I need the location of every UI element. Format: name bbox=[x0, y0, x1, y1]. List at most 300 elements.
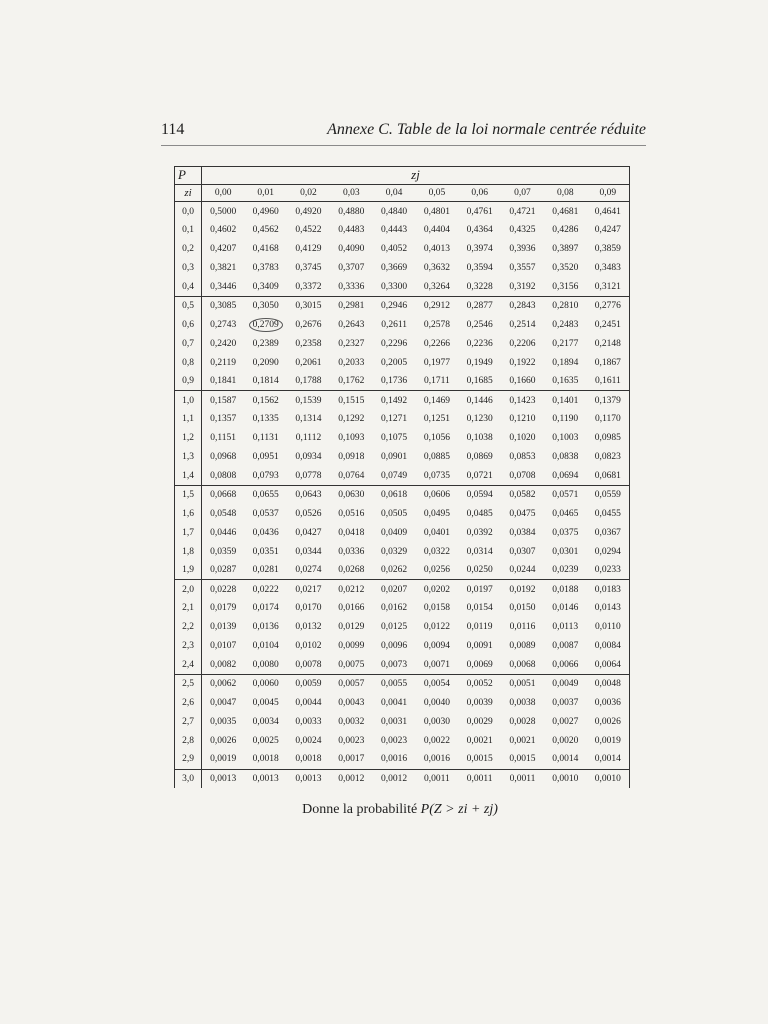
row-header: 2,3 bbox=[175, 637, 202, 656]
table-cell: 0,0158 bbox=[423, 603, 450, 614]
table-cell: 0,1131 bbox=[252, 433, 279, 444]
table-cell: 0,3974 bbox=[466, 244, 493, 255]
table-cell: 0,1469 bbox=[423, 395, 450, 406]
table-cell: 0,0749 bbox=[373, 467, 416, 486]
table-cell: 0,0016 bbox=[373, 750, 416, 769]
table-cell: 0,0015 bbox=[501, 750, 544, 769]
table-cell: 0,0516 bbox=[338, 508, 365, 519]
table-cell: 0,3745 bbox=[295, 263, 322, 274]
table-cell: 0,2358 bbox=[295, 338, 322, 349]
table-cell: 0,1112 bbox=[295, 433, 322, 444]
table-cell: 0,0207 bbox=[381, 584, 408, 595]
table-cell: 0,3050 bbox=[252, 301, 279, 312]
table-cell: 0,1423 bbox=[509, 395, 536, 406]
table-cell: 0,0594 bbox=[466, 490, 493, 501]
table-cell: 0,0018 bbox=[287, 750, 330, 769]
table-row bbox=[175, 448, 630, 467]
table-cell: 0,3228 bbox=[458, 277, 501, 296]
table-cell: 0,4840 bbox=[373, 202, 416, 221]
table-cell: 0,1251 bbox=[423, 414, 450, 425]
table-cell: 0,0582 bbox=[509, 490, 536, 501]
row-header: 1,1 bbox=[175, 410, 202, 429]
table-cell: 0,4404 bbox=[423, 225, 450, 236]
table-cell: 0,0559 bbox=[587, 485, 630, 504]
table-cell: 0,0838 bbox=[552, 452, 579, 463]
table-cell: 0,4286 bbox=[552, 225, 579, 236]
table-cell: 0,4761 bbox=[458, 202, 501, 221]
table-row bbox=[175, 240, 630, 259]
row-axis-label: zi bbox=[175, 184, 202, 202]
table-row bbox=[175, 391, 630, 410]
table-cell: 0,0055 bbox=[381, 679, 408, 690]
table-cell: 0,0154 bbox=[466, 603, 493, 614]
table-cell: 0,1401 bbox=[552, 395, 579, 406]
column-header: 0,09 bbox=[587, 184, 630, 202]
row-header: 1,0 bbox=[175, 391, 202, 410]
table-cell: 0,0630 bbox=[338, 490, 365, 501]
table-cell: 0,3897 bbox=[552, 244, 579, 255]
table-cell: 0,0708 bbox=[501, 467, 544, 486]
table-cell: 0,0034 bbox=[252, 716, 279, 727]
row-header: 2,8 bbox=[175, 731, 202, 750]
table-cell: 0,1922 bbox=[509, 357, 536, 368]
table-cell: 0,1379 bbox=[587, 391, 630, 410]
table-cell: 0,1151 bbox=[210, 433, 237, 444]
table-row bbox=[175, 731, 630, 750]
table-cell: 0,4207 bbox=[210, 244, 237, 255]
table-row bbox=[175, 750, 630, 769]
table-cell: 0,1230 bbox=[466, 414, 493, 425]
table-cell: 0,4483 bbox=[338, 225, 365, 236]
table-cell: 0,0606 bbox=[423, 490, 450, 501]
table-cell: 0,0307 bbox=[509, 546, 536, 557]
table-cell: 0,0239 bbox=[544, 561, 587, 580]
table-cell: 0,0017 bbox=[330, 750, 373, 769]
table-cell: 0,0023 bbox=[381, 735, 408, 746]
table-cell: 0,0026 bbox=[210, 735, 237, 746]
table-cell: 0,1357 bbox=[210, 414, 237, 425]
table-cell: 0,0030 bbox=[423, 716, 450, 727]
table-cell: 0,4681 bbox=[544, 202, 587, 221]
table-cell: 0,1635 bbox=[544, 372, 587, 391]
table-cell: 0,0375 bbox=[552, 527, 579, 538]
table-cell: 0,0250 bbox=[458, 561, 501, 580]
table-cell: 0,0694 bbox=[544, 467, 587, 486]
table-cell: 0,0122 bbox=[423, 622, 450, 633]
table-cell: 0,0028 bbox=[509, 716, 536, 727]
table-cell: 0,0107 bbox=[210, 641, 237, 652]
table-cell: 0,4247 bbox=[587, 221, 630, 240]
table-cell: 0,3821 bbox=[210, 263, 237, 274]
table-cell: 0,0643 bbox=[295, 490, 322, 501]
table-cell: 0,0119 bbox=[466, 622, 493, 633]
table-cell: 0,1056 bbox=[423, 433, 450, 444]
table-cell: 0,4325 bbox=[509, 225, 536, 236]
row-header: 1,2 bbox=[175, 429, 202, 448]
table-cell: 0,0222 bbox=[252, 584, 279, 595]
table-cell: 0,0068 bbox=[501, 656, 544, 675]
table-cell: 0,0548 bbox=[210, 508, 237, 519]
table-cell: 0,1515 bbox=[338, 395, 365, 406]
column-header: 0,00 bbox=[202, 184, 245, 202]
table-cell: 0,0080 bbox=[244, 656, 287, 675]
table-cell: 0,2451 bbox=[587, 315, 630, 334]
table-row bbox=[175, 429, 630, 448]
column-axis-label: zj bbox=[202, 167, 630, 185]
column-header: 0,04 bbox=[373, 184, 416, 202]
table-cell: 0,1210 bbox=[509, 414, 536, 425]
table-cell: 0,0287 bbox=[202, 561, 245, 580]
table-cell: 0,4129 bbox=[295, 244, 322, 255]
table-cell: 0,3264 bbox=[415, 277, 458, 296]
table-cell: 0,0047 bbox=[210, 697, 237, 708]
caption-formula: P(Z > zi + zj) bbox=[420, 802, 498, 817]
table-cell: 0,2236 bbox=[466, 338, 493, 349]
table-cell: 0,0011 bbox=[466, 773, 493, 784]
table-cell: 0,0116 bbox=[509, 622, 536, 633]
table-cell: 0,4721 bbox=[501, 202, 544, 221]
table-cell: 0,0170 bbox=[295, 603, 322, 614]
table-cell: 0,0010 bbox=[552, 773, 579, 784]
table-cell: 0,0618 bbox=[381, 490, 408, 501]
table-cell: 0,0262 bbox=[373, 561, 416, 580]
table-cell: 0,2206 bbox=[509, 338, 536, 349]
table-cell: 0,0455 bbox=[587, 504, 630, 523]
table-cell: 0,1075 bbox=[381, 433, 408, 444]
table-cell: 0,0099 bbox=[338, 641, 365, 652]
table-cell: 0,2810 bbox=[552, 301, 579, 312]
table-cell: 0,3192 bbox=[501, 277, 544, 296]
table-cell: 0,0016 bbox=[415, 750, 458, 769]
table-cell: 0,0918 bbox=[338, 452, 365, 463]
table-cell: 0,2266 bbox=[423, 338, 450, 349]
table-cell: 0,2676 bbox=[295, 319, 322, 330]
table-cell: 0,0102 bbox=[295, 641, 322, 652]
table-cell: 0,0066 bbox=[544, 656, 587, 675]
table-cell: 0,3336 bbox=[330, 277, 373, 296]
table-row bbox=[175, 580, 630, 599]
row-header: 0,8 bbox=[175, 353, 202, 372]
table-cell: 0,3121 bbox=[587, 277, 630, 296]
row-header: 0,5 bbox=[175, 296, 202, 315]
table-cell: 0,3594 bbox=[466, 263, 493, 274]
table-cell: 0,3669 bbox=[381, 263, 408, 274]
table-cell: 0,0021 bbox=[466, 735, 493, 746]
table-cell: 0,1660 bbox=[501, 372, 544, 391]
row-header: 2,2 bbox=[175, 618, 202, 637]
column-header: 0,05 bbox=[415, 184, 458, 202]
table-cell: 0,1292 bbox=[338, 414, 365, 425]
table-cell: 0,3446 bbox=[202, 277, 245, 296]
table-cell: 0,0037 bbox=[552, 697, 579, 708]
row-header: 1,5 bbox=[175, 485, 202, 504]
table-row bbox=[175, 599, 630, 618]
table-cell: 0,0036 bbox=[587, 693, 630, 712]
table-cell: 0,0183 bbox=[587, 580, 630, 599]
table-cell: 0,1038 bbox=[466, 433, 493, 444]
table-cell: 0,0281 bbox=[244, 561, 287, 580]
table-cell: 0,0778 bbox=[287, 467, 330, 486]
table-cell: 0,2578 bbox=[423, 319, 450, 330]
table-cell: 0,3557 bbox=[509, 263, 536, 274]
table-cell: 0,2420 bbox=[210, 338, 237, 349]
table-cell: 0,0044 bbox=[295, 697, 322, 708]
table-cell: 0,2611 bbox=[381, 319, 407, 330]
table-cell: 0,1539 bbox=[295, 395, 322, 406]
table-row bbox=[175, 410, 630, 429]
table-cell: 0,0040 bbox=[423, 697, 450, 708]
table-cell: 0,1611 bbox=[587, 372, 630, 391]
table-cell: 0,0985 bbox=[587, 429, 630, 448]
table-row bbox=[175, 485, 630, 504]
table-cell: 0,0212 bbox=[338, 584, 365, 595]
row-header: 2,4 bbox=[175, 656, 202, 675]
table-row bbox=[175, 656, 630, 675]
table-cell: 0,0049 bbox=[552, 679, 579, 690]
table-cell: 0,2912 bbox=[423, 301, 450, 312]
table-cell: 0,0011 bbox=[423, 773, 450, 784]
table-cell: 0,0571 bbox=[552, 490, 579, 501]
table-cell: 0,0039 bbox=[466, 697, 493, 708]
row-header: 0,7 bbox=[175, 334, 202, 353]
table-row bbox=[175, 353, 630, 372]
table-cell: 0,0384 bbox=[509, 527, 536, 538]
column-header: 0,01 bbox=[244, 184, 287, 202]
table-cell: 0,0495 bbox=[423, 508, 450, 519]
table-cell: 0,3483 bbox=[587, 259, 630, 278]
table-cell: 0,0073 bbox=[373, 656, 416, 675]
row-header: 1,9 bbox=[175, 561, 202, 580]
normal-distribution-table-container bbox=[174, 166, 630, 788]
table-cell: 0,0027 bbox=[552, 716, 579, 727]
table-cell: 0,0336 bbox=[338, 546, 365, 557]
table-row bbox=[175, 693, 630, 712]
table-cell: 0,0104 bbox=[252, 641, 279, 652]
table-cell: 0,1711 bbox=[415, 372, 458, 391]
table-cell: 0,0019 bbox=[202, 750, 245, 769]
table-cell: 0,0054 bbox=[423, 679, 450, 690]
table-cell: 0,0143 bbox=[587, 599, 630, 618]
table-cell: 0,1762 bbox=[330, 372, 373, 391]
table-cell: 0,0045 bbox=[252, 697, 279, 708]
table-cell: 0,0853 bbox=[509, 452, 536, 463]
page-number: 114 bbox=[161, 121, 185, 138]
table-cell: 0,0032 bbox=[338, 716, 365, 727]
table-cell: 0,4602 bbox=[210, 225, 237, 236]
table-cell: 0,0314 bbox=[466, 546, 493, 557]
column-header: 0,03 bbox=[330, 184, 373, 202]
table-row bbox=[175, 259, 630, 278]
table-cell: 0,1841 bbox=[202, 372, 245, 391]
table-cell: 0,2483 bbox=[552, 319, 579, 330]
table-cell: 0,2743 bbox=[210, 319, 237, 330]
table-cell: 0,1020 bbox=[509, 433, 536, 444]
table-cell: 0,2843 bbox=[509, 301, 536, 312]
table-cell: 0,0162 bbox=[381, 603, 408, 614]
table-cell: 0,0244 bbox=[501, 561, 544, 580]
table-cell: 0,3300 bbox=[373, 277, 416, 296]
table-cell: 0,0014 bbox=[587, 750, 630, 769]
table-cell: 0,1814 bbox=[244, 372, 287, 391]
table-cell: 0,2090 bbox=[252, 357, 279, 368]
row-header: 2,5 bbox=[175, 675, 202, 694]
table-row bbox=[175, 769, 630, 788]
row-header: 1,4 bbox=[175, 467, 202, 486]
table-cell: 0,0020 bbox=[552, 735, 579, 746]
table-cell: 0,0344 bbox=[295, 546, 322, 557]
table-cell: 0,0268 bbox=[330, 561, 373, 580]
table-cell: 0,0256 bbox=[415, 561, 458, 580]
table-cell: 0,2296 bbox=[381, 338, 408, 349]
column-header: 0,06 bbox=[458, 184, 501, 202]
table-cell: 0,1977 bbox=[423, 357, 450, 368]
table-row bbox=[175, 561, 630, 580]
table-cell: 0,0015 bbox=[458, 750, 501, 769]
table-cell: 0,1587 bbox=[210, 395, 237, 406]
table-cell: 0,3632 bbox=[423, 263, 450, 274]
table-cell: 0,0084 bbox=[587, 637, 630, 656]
table-row bbox=[175, 523, 630, 542]
table-cell: 0,0029 bbox=[466, 716, 493, 727]
table-cell: 0,0059 bbox=[295, 679, 322, 690]
table-cell: 0,0294 bbox=[587, 542, 630, 561]
table-cell: 0,0721 bbox=[458, 467, 501, 486]
table-cell: 0,0764 bbox=[330, 467, 373, 486]
table-row bbox=[175, 202, 630, 221]
table-cell: 0,3015 bbox=[295, 301, 322, 312]
normal-distribution-table bbox=[174, 166, 630, 788]
table-cell: 0,0078 bbox=[287, 656, 330, 675]
table-cell: 0,4364 bbox=[466, 225, 493, 236]
table-cell: 0,0075 bbox=[330, 656, 373, 675]
table-row bbox=[175, 542, 630, 561]
table-cell: 0,0427 bbox=[295, 527, 322, 538]
table-cell: 0,0125 bbox=[381, 622, 408, 633]
table-cell: 0,0329 bbox=[381, 546, 408, 557]
table-cell: 0,0735 bbox=[415, 467, 458, 486]
table-cell: 0,2946 bbox=[381, 301, 408, 312]
table-row bbox=[175, 467, 630, 486]
table-cell: 0,0934 bbox=[295, 452, 322, 463]
table-cell: 0,3936 bbox=[509, 244, 536, 255]
row-header: 2,7 bbox=[175, 712, 202, 731]
table-cell: 0,0136 bbox=[252, 622, 279, 633]
table-cell: 0,1093 bbox=[338, 433, 365, 444]
table-cell: 0,3783 bbox=[252, 263, 279, 274]
table-cell: 0,0274 bbox=[287, 561, 330, 580]
table-cell: 0,4801 bbox=[415, 202, 458, 221]
header-rule bbox=[161, 145, 646, 146]
table-cell: 0,4052 bbox=[381, 244, 408, 255]
row-header: 0,2 bbox=[175, 240, 202, 259]
table-row bbox=[175, 277, 630, 296]
table-cell: 0,0526 bbox=[295, 508, 322, 519]
table-cell: 0,0019 bbox=[587, 731, 630, 750]
table-cell: 0,0033 bbox=[295, 716, 322, 727]
table-row bbox=[175, 712, 630, 731]
table-cell: 0,0351 bbox=[252, 546, 279, 557]
table-cell: 0,2005 bbox=[381, 357, 408, 368]
table-cell: 0,4960 bbox=[244, 202, 287, 221]
table-cell: 0,0202 bbox=[423, 584, 450, 595]
table-cell: 0,2177 bbox=[552, 338, 579, 349]
table-cell: 0,0024 bbox=[295, 735, 322, 746]
table-cell: 0,0823 bbox=[587, 448, 630, 467]
table-cell: 0,0014 bbox=[544, 750, 587, 769]
table-cell: 0,0655 bbox=[252, 490, 279, 501]
table-row bbox=[175, 221, 630, 240]
table-cell: 0,0022 bbox=[423, 735, 450, 746]
table-cell: 0,0012 bbox=[338, 773, 365, 784]
row-header: 2,0 bbox=[175, 580, 202, 599]
row-header: 0,6 bbox=[175, 315, 202, 334]
table-cell: 0,0869 bbox=[466, 452, 493, 463]
table-cell: 0,4920 bbox=[287, 202, 330, 221]
row-header: 1,7 bbox=[175, 523, 202, 542]
table-cell: 0,0392 bbox=[466, 527, 493, 538]
table-cell: 0,0043 bbox=[338, 697, 365, 708]
row-header: 0,4 bbox=[175, 277, 202, 296]
table-cell: 0,0129 bbox=[338, 622, 365, 633]
table-cell: 0,2877 bbox=[466, 301, 493, 312]
table-cell: 0,0087 bbox=[552, 641, 579, 652]
table-cell: 0,0793 bbox=[244, 467, 287, 486]
table-cell: 0,3859 bbox=[587, 240, 630, 259]
table-cell: 0,0069 bbox=[458, 656, 501, 675]
table-cell: 0,0197 bbox=[466, 584, 493, 595]
caption-text: Donne la probabilité bbox=[302, 802, 418, 817]
table-cell: 0,0082 bbox=[202, 656, 245, 675]
table-cell: 0,2061 bbox=[295, 357, 322, 368]
table-cell: 0,4522 bbox=[295, 225, 322, 236]
table-cell: 0,0010 bbox=[587, 769, 630, 788]
table-cell: 0,0166 bbox=[338, 603, 365, 614]
table-cell: 0,0301 bbox=[552, 546, 579, 557]
table-cell: 0,0418 bbox=[338, 527, 365, 538]
table-cell: 0,0089 bbox=[509, 641, 536, 652]
table-cell: 0,1562 bbox=[252, 395, 279, 406]
table-cell: 0,0064 bbox=[587, 656, 630, 675]
table-cell: 0,3156 bbox=[544, 277, 587, 296]
table-cell: 0,0885 bbox=[423, 452, 450, 463]
table-cell: 0,0060 bbox=[252, 679, 279, 690]
table-cell: 0,0901 bbox=[381, 452, 408, 463]
table-cell: 0,0150 bbox=[509, 603, 536, 614]
table-cell: 0,0012 bbox=[381, 773, 408, 784]
table-cell: 0,4880 bbox=[330, 202, 373, 221]
table-cell: 0,2033 bbox=[338, 357, 365, 368]
table-cell: 0,0505 bbox=[381, 508, 408, 519]
table-row bbox=[175, 372, 630, 391]
table-cell: 0,5000 bbox=[202, 202, 245, 221]
table-cell: 0,0031 bbox=[381, 716, 408, 727]
table-cell: 0,0192 bbox=[509, 584, 536, 595]
table-cell: 0,2389 bbox=[252, 338, 279, 349]
table-cell: 0,0951 bbox=[252, 452, 279, 463]
table-cell: 0,0968 bbox=[210, 452, 237, 463]
table-cell: 0,3372 bbox=[287, 277, 330, 296]
table-cell: 0,3707 bbox=[338, 263, 365, 274]
table-cell: 0,4090 bbox=[338, 244, 365, 255]
row-header: 1,8 bbox=[175, 542, 202, 561]
table-cell: 0,0681 bbox=[587, 467, 630, 486]
table-cell: 0,1190 bbox=[552, 414, 579, 425]
table-cell: 0,3409 bbox=[244, 277, 287, 296]
table-cell: 0,0475 bbox=[509, 508, 536, 519]
table-row bbox=[175, 637, 630, 656]
circled-value: 0,2709 bbox=[249, 318, 283, 332]
table-cell: 0,0436 bbox=[252, 527, 279, 538]
